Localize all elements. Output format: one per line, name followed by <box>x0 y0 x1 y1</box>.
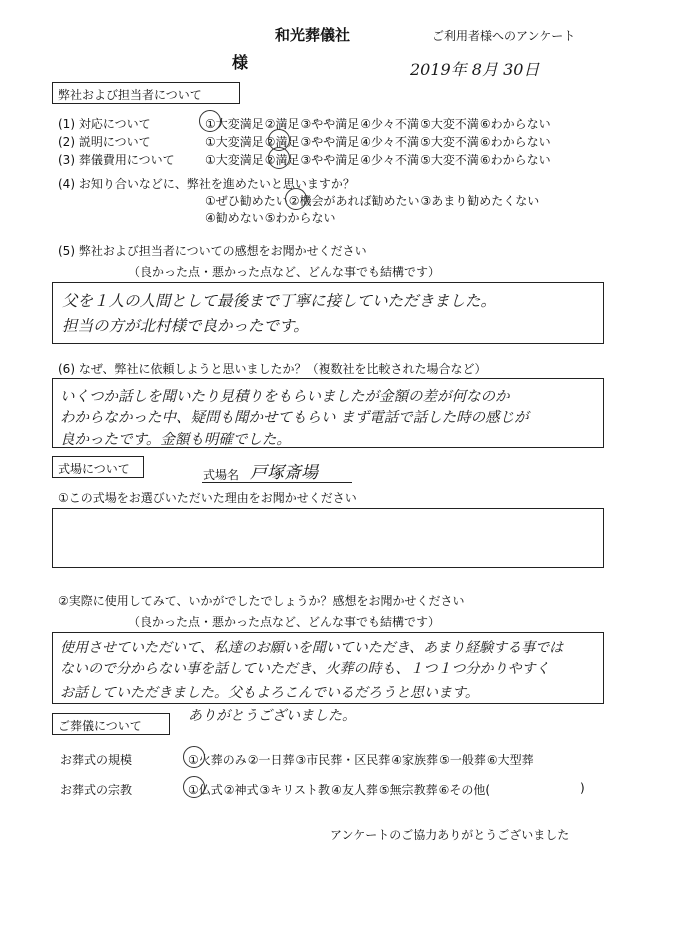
thanks-message: アンケートのご協力ありがとうございました <box>330 828 570 842</box>
rating-option: ④少々不満 <box>360 117 420 131</box>
rating-option: ②満足 <box>264 117 300 131</box>
rating-option: ①大変満足 <box>205 153 264 167</box>
rating-row-3 <box>205 151 552 168</box>
religion-option: ②神式 <box>223 783 259 797</box>
question-5-sub: （良かった点・悪かった点など、どんな事でも結構です） <box>128 265 441 279</box>
venue-name: 戸塚斎場 <box>250 463 318 483</box>
scale-option: ⑤一般葬 <box>439 753 486 767</box>
venue-question-2-sub: （良かった点・悪かった点など、どんな事でも結構です） <box>128 615 441 629</box>
funeral-religion-options <box>188 781 491 798</box>
q4-option: ⑤わからない <box>264 211 336 225</box>
rating-option: ⑤大変不満 <box>420 153 479 167</box>
answer-5-line-2: 担当の方が北村様で良かったです。 <box>62 317 309 335</box>
rating-option: ⑥わからない <box>479 135 551 149</box>
religion-other-close: ) <box>580 781 585 795</box>
question-6: (6) なぜ、弊社に依頼しようと思いましたか？（複数社を比較された場合など） <box>58 362 487 376</box>
scale-option: ②一日葬 <box>247 753 295 767</box>
venue-answer-line-2: ないので分からない事を話していただき、火葬の時も、１つ１つ分かりやすく <box>60 661 550 677</box>
religion-option: ①仏式 <box>188 783 223 797</box>
scale-option: ③市民葬・区民葬 <box>295 753 391 767</box>
answer-6-line-3: 良かったです。金額も明確でした。 <box>60 432 291 448</box>
question-5: (5) 弊社および担当者についての感想をお聞かせください <box>58 244 367 258</box>
rating-option: ③やや満足 <box>300 117 360 131</box>
rating-option: ③やや満足 <box>300 135 360 149</box>
rating-option: ①大変満足 <box>205 117 264 131</box>
question-1: (1) 対応について <box>58 117 151 131</box>
rating-option: ①大変満足 <box>205 135 264 149</box>
rating-option: ⑤大変不満 <box>420 117 479 131</box>
scale-option: ④家族葬 <box>391 753 439 767</box>
answer-box-venue-1 <box>52 508 604 568</box>
question-4: (4) お知り合いなどに、弊社を進めたいと思いますか？ <box>58 177 355 191</box>
selection-circle <box>183 776 205 798</box>
rating-option: ⑤大変不満 <box>420 135 479 149</box>
answer-6-line-2: わからなかった中、疑問も聞かせてもらい まず電話で話した時の感じが <box>60 410 529 426</box>
scale-option: ⑥大型葬 <box>486 753 534 767</box>
section-label-company-text: 弊社および担当者について <box>58 88 202 102</box>
venue-answer-line-4: ありがとうございました。 <box>188 708 356 724</box>
venue-answer-line-1: 使用させていただいて、私達のお願いを聞いていただき、あまり経験する事では <box>60 640 564 656</box>
q4-option: ①ぜひ勧めたい <box>205 194 288 208</box>
venue-answer-line-3: お話していただきました。父もよろこんでいるだろうと思います。 <box>60 685 479 701</box>
funeral-religion-label: お葬式の宗教 <box>60 783 133 797</box>
q4-option: ②機会があれば勧めたい <box>288 194 420 208</box>
survey-date: 2019年 8月 30日 <box>410 60 540 79</box>
rating-option: ④少々不満 <box>360 135 420 149</box>
rating-row-2 <box>205 133 552 150</box>
scale-option: ①火葬のみ <box>188 753 247 767</box>
rating-option: ②満足 <box>264 153 300 167</box>
answer-5-line-1: 父を１人の人間として最後まで丁寧に接していただきました。 <box>62 292 497 310</box>
rating-row-1 <box>205 115 552 132</box>
religion-option: ④友人葬 <box>331 783 378 797</box>
selection-circle <box>199 110 221 132</box>
rating-option: ⑥わからない <box>479 153 551 167</box>
religion-option: ⑤無宗教葬 <box>378 783 438 797</box>
rating-option: ②満足 <box>264 135 300 149</box>
q4-option: ④勧めない <box>205 211 264 225</box>
survey-subtitle: ご利用者様へのアンケート <box>432 29 576 43</box>
answer-6-line-1: いくつか話しを聞いたり見積りをもらいましたが金額の差が何なのか <box>60 389 510 405</box>
venue-question-2: ②実際に使用してみて、いかがでしたでしょうか？感想をお聞かせください <box>58 594 465 608</box>
selection-circle <box>268 147 290 169</box>
question-2: (2) 説明について <box>58 135 151 149</box>
company-name: 和光葬儀社 <box>275 26 351 44</box>
q4-options-2 <box>205 209 337 226</box>
rating-option: ⑥わからない <box>479 117 551 131</box>
religion-option: ⑥その他( <box>438 783 491 797</box>
selection-circle <box>183 746 205 768</box>
rating-option: ④少々不満 <box>360 153 420 167</box>
funeral-scale-label: お葬式の規模 <box>60 753 133 767</box>
honorific: 様 <box>232 53 249 72</box>
section-label-funeral-text: ご葬儀について <box>58 719 142 733</box>
q4-options-1 <box>205 192 540 209</box>
section-label-venue-text: 式場について <box>58 462 130 476</box>
venue-question-1: ①この式場をお選びいただいた理由をお聞かせください <box>58 491 357 505</box>
venue-label: 式場名 <box>203 468 240 482</box>
venue-underline <box>202 482 352 483</box>
question-3: (3) 葬儀費用について <box>58 153 175 167</box>
rating-option: ③やや満足 <box>300 153 360 167</box>
funeral-scale-options <box>188 751 535 768</box>
religion-option: ③キリスト教 <box>259 783 331 797</box>
q4-option: ③あまり勧めたくない <box>420 194 540 208</box>
selection-circle <box>285 188 307 210</box>
